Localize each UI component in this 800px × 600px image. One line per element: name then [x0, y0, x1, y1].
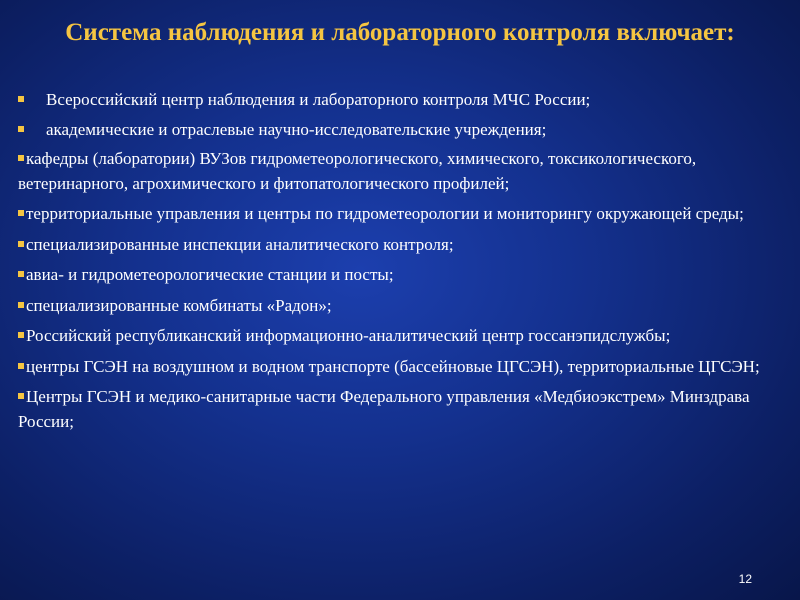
bullet-list [18, 88, 783, 440]
list-item-text: территориальные управления и центры по гидрометеорологии и мониторингу окружающей среды; [26, 204, 744, 223]
square-bullet-icon [18, 96, 24, 102]
list-item-text: специализированные инспекции аналитического контроля; [26, 234, 454, 254]
square-bullet-icon [18, 302, 24, 308]
list-item-text: академические и отраслевые научно-исследовательские учреждения; [46, 119, 547, 139]
list-item-text: специализированные комбинаты «Радон»; [26, 295, 332, 315]
square-bullet-icon [18, 393, 24, 399]
square-bullet-icon [18, 363, 24, 369]
list-item [18, 294, 783, 319]
list-item-text: центры ГСЭН на воздушном и водном транспорте (бассейновые ЦГСЭН), территориальные ЦГСЭН; [26, 356, 760, 376]
list-item-text: авиа- и гидрометеорологические станции и посты; [26, 265, 394, 284]
list-item-text: Всероссийский центр наблюдения и лабораторного контроля МЧС России; [46, 90, 591, 109]
square-bullet-icon [18, 210, 24, 216]
list-item [18, 88, 783, 113]
page-number: 12 [738, 572, 752, 586]
list-item [18, 202, 783, 227]
list-item-text: Российский республиканский информационно-аналитический центр госсанэпидслужбы; [26, 326, 671, 345]
list-item [18, 385, 783, 434]
list-item [18, 147, 783, 196]
list-item-text: Центры ГСЭН и медико-санитарные части Федерального управления «Медбиоэкстрем» Минздрава России; [18, 387, 750, 431]
list-item [18, 355, 783, 380]
list-item [18, 263, 783, 288]
list-item [18, 233, 783, 258]
square-bullet-icon [18, 126, 24, 132]
square-bullet-icon [18, 332, 24, 338]
square-bullet-icon [18, 241, 24, 247]
slide-title: Система наблюдения и лабораторного контроля включает: [65, 19, 735, 46]
list-item [18, 324, 783, 349]
list-item-text: кафедры (лаборатории) ВУЗов гидрометеорологического, химического, токсикологического, ветеринарного, агрохимического и фитопатологического профилей; [18, 149, 697, 193]
square-bullet-icon [18, 155, 24, 161]
square-bullet-icon [18, 271, 24, 277]
list-item [18, 118, 783, 143]
